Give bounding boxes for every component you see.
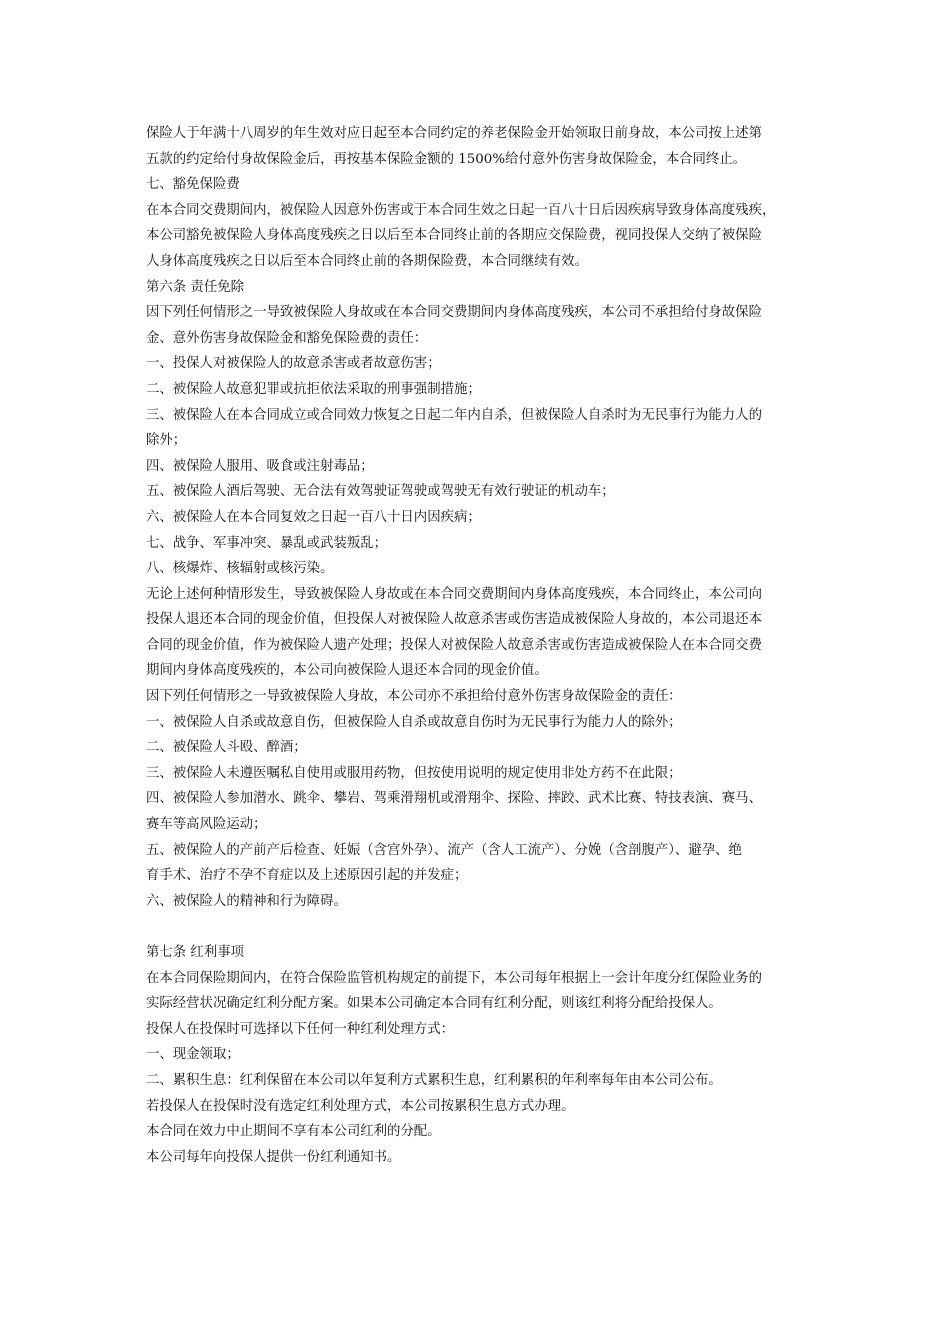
text-line: 六、被保险人在本合同复效之日起一百八十日内因疾病； — [146, 509, 481, 525]
text-line: 二、累积生息：红利保留在本公司以年复利方式累积生息，红利累积的年利率每年由本公司公布。 — [146, 1072, 722, 1088]
text-line: 本公司每年向投保人提供一份红利通知书。 — [146, 1149, 401, 1165]
text-line: 投保人在投保时可选择以下任何一种红利处理方式： — [146, 1021, 454, 1037]
text-line: 实际经营状况确定红利分配方案。如果本公司确定本合同有红利分配，则该红利将分配给投保人。 — [146, 996, 722, 1012]
text-line: 六、被保险人的精神和行为障碍。 — [146, 893, 347, 909]
text-line: 三、被保险人未遵医嘱私自使用或服用药物，但按使用说明的规定使用非处方药不在此限； — [146, 765, 682, 781]
text-line: 七、豁免保险费 — [146, 177, 240, 193]
text-line: 八、核爆炸、核辐射或核污染。 — [146, 561, 334, 577]
text-line: 四、被保险人服用、吸食或注射毒品； — [146, 458, 374, 474]
blank-line — [146, 914, 812, 940]
text-line: 二、被保险人斗殴、醉酒； — [146, 740, 307, 756]
text-line: 金、意外伤害身故保险金和豁免保险费的责任： — [146, 330, 428, 346]
text-line: 期间内身体高度残疾的，本公司向被保险人退还本合同的现金价值。 — [146, 663, 548, 679]
text-line: 一、现金领取； — [146, 1047, 240, 1063]
text-line: 投保人退还本合同的现金价值，但投保人对被保险人故意杀害或伤害造成被保险人身故的，本公司退还本 — [146, 612, 762, 628]
text-line: 一、投保人对被保险人的故意杀害或者故意伤害； — [146, 356, 441, 372]
text-line: 保险人于年满十八周岁的年生效对应日起至本合同约定的养老保险金开始领取日前身故，本公司按上述第 — [146, 126, 762, 141]
text-line: 赛车等高风险运动； — [146, 817, 267, 833]
text-line: 合同的现金价值，作为被保险人遗产处理；投保人对被保险人故意杀害或伤害造成被保险人在本合同交费 — [146, 637, 762, 653]
text-line: 本合同在效力中止期间不享有本公司红利的分配。 — [146, 1124, 441, 1140]
text-line: 若投保人在投保时没有选定红利处理方式，本公司按累积生息方式办理。 — [146, 1098, 575, 1114]
text-line: 人身体高度残疾之日以后至本合同终止前的各期保险费，本合同继续有效。 — [146, 253, 588, 269]
text-line: 五款的约定给付身故保险金后，再按基本保险金额的 1500%给付意外伤害身故保险金，本合同终止。 — [146, 151, 747, 167]
text-line: 在本合同保险期间内，在符合保险监管机构规定的前提下，本公司每年根据上一会计年度分红保险业务的 — [146, 970, 762, 986]
text-line: 除外； — [146, 433, 187, 449]
text-line: 在本合同交费期间内，被保险人因意外伤害或于本合同生效之日起一百八十日后因疾病导致身体高度残疾， — [146, 202, 776, 218]
document-page — [146, 121, 812, 1170]
text-line: 五、被保险人酒后驾驶、无合法有效驾驶证驾驶或驾驶无有效行驶证的机动车； — [146, 484, 615, 500]
text-line: 因下列任何情形之一导致被保险人身故或在本合同交费期间内身体高度残疾，本公司不承担给付身故保险 — [146, 305, 762, 321]
text-line: 四、被保险人参加潜水、跳伞、攀岩、驾乘滑翔机或滑翔伞、探险、摔跤、武术比赛、特技表演、赛马、 — [146, 791, 762, 807]
text-line: 一、被保险人自杀或故意自伤，但被保险人自杀或故意自伤时为无民事行为能力人的除外； — [146, 714, 682, 730]
text-line: 无论上述何种情形发生，导致被保险人身故或在本合同交费期间内身体高度残疾，本合同终止，本公司向 — [146, 586, 762, 602]
text-line: 本公司豁免被保险人身体高度残疾之日以后至本合同终止前的各期应交保险费，视同投保人交纳了被保险 — [146, 228, 762, 244]
text-line: 第七条 红利事项 — [146, 945, 244, 960]
text-line: 因下列任何情形之一导致被保险人身故，本公司亦不承担给付意外伤害身故保险金的责任： — [146, 689, 682, 705]
text-line: 三、被保险人在本合同成立或合同效力恢复之日起二年内自杀，但被保险人自杀时为无民事行为能力人的 — [146, 407, 762, 423]
text-line: 五、被保险人的产前产后检查、妊娠（含宫外孕）、流产（含人工流产）、分娩（含剖腹产）、避孕、绝 — [146, 842, 742, 858]
text-line: 二、被保险人故意犯罪或抗拒依法采取的刑事强制措施； — [146, 381, 481, 397]
text-line: 育手术、治疗不孕不育症以及上述原因引起的并发症； — [146, 868, 468, 884]
text-line: 第六条 责任免除 — [146, 279, 244, 295]
text-line: 七、战争、军事冲突、暴乱或武装叛乱； — [146, 535, 388, 551]
